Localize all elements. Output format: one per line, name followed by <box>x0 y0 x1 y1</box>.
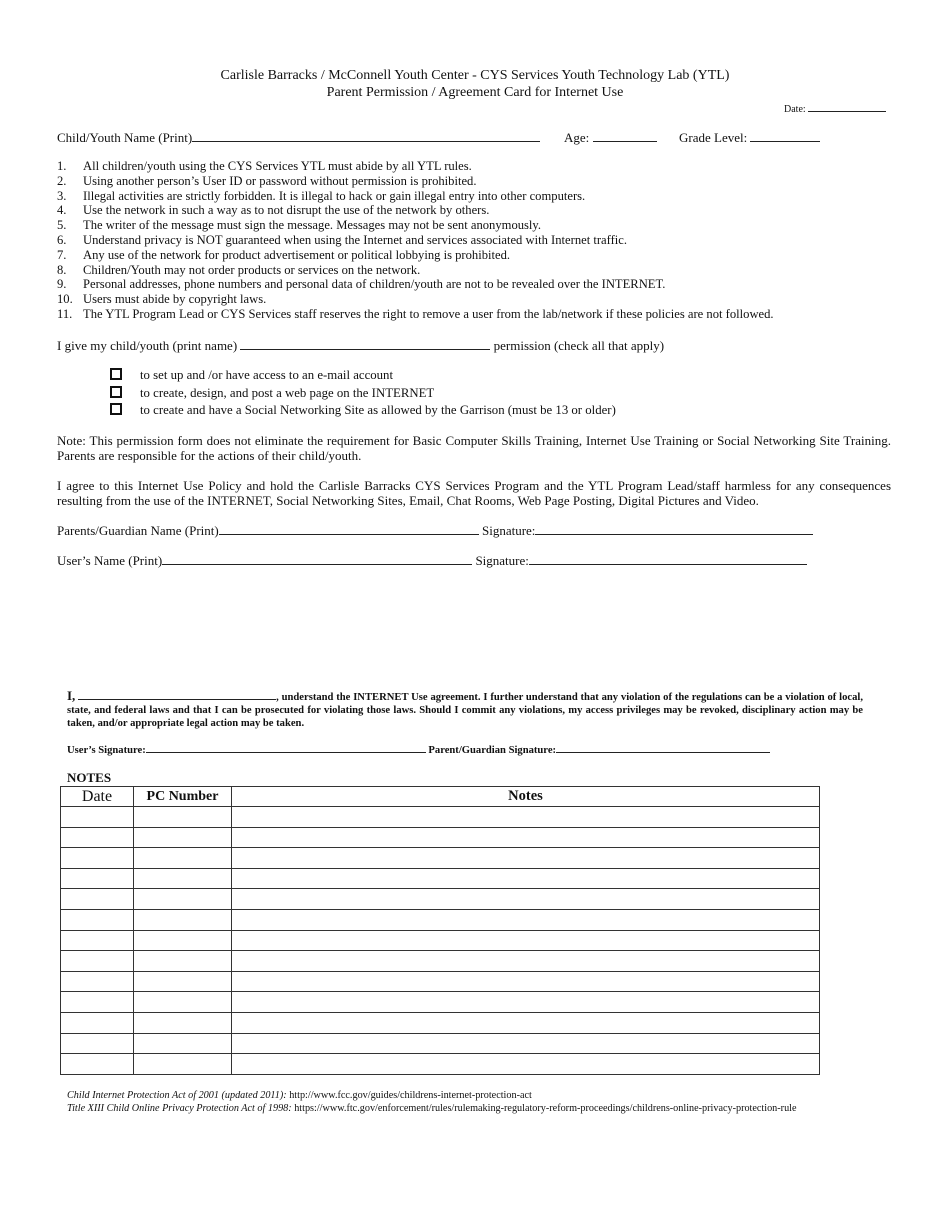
form-subtitle: Parent Permission / Agreement Card for Internet Use <box>326 85 624 100</box>
pc-number-cell[interactable] <box>134 909 232 930</box>
rule-text: The writer of the message must sign the message. Messages may not be sent anonymously. <box>83 218 542 233</box>
notes-table <box>60 786 820 1075</box>
rule-text: Users must abide by copyright laws. <box>83 292 267 307</box>
rule-number: 6. <box>57 232 67 247</box>
permission-row <box>57 337 664 354</box>
child-info-row <box>57 129 820 146</box>
rule-item <box>57 189 877 204</box>
permission-lead-text: I give my child/youth (print name) <box>57 338 238 353</box>
child-name-input-line[interactable] <box>192 129 540 142</box>
rule-number: 9. <box>57 277 67 292</box>
table-row <box>61 909 820 930</box>
date-cell[interactable] <box>61 868 134 889</box>
table-row <box>61 1012 820 1033</box>
pc-number-cell[interactable] <box>134 992 232 1013</box>
user-signature-row <box>57 552 807 569</box>
rule-number: 7. <box>57 247 67 262</box>
agree-paragraph: I agree to this Internet Use Policy and hold the Carlisle Barracks CYS Services Program and the YTL Program Lead/staff harmless for any consequences resulting from the use of the INTERNET, Social Networking Sites, Email, Chat Rooms, Web Page Posting, Digital Pictures and Video. <box>57 478 891 508</box>
date-cell[interactable] <box>61 848 134 869</box>
rule-number: 10. <box>57 292 73 307</box>
rules-list <box>57 159 877 322</box>
cipa-link[interactable]: http://www.fcc.gov/guides/childrens-internet-protection-act <box>289 1090 532 1101</box>
notes-cell[interactable] <box>232 1033 820 1054</box>
rule-number: 8. <box>57 262 67 277</box>
rule-item <box>57 233 877 248</box>
pc-number-cell[interactable] <box>134 930 232 951</box>
column-header-date: Date <box>61 787 134 807</box>
pc-number-cell[interactable] <box>134 807 232 828</box>
rule-number: 2. <box>57 173 67 188</box>
table-row <box>61 868 820 889</box>
notes-cell[interactable] <box>232 992 820 1013</box>
rule-number: 3. <box>57 188 67 203</box>
table-row <box>61 971 820 992</box>
table-row <box>61 1033 820 1054</box>
permission-trail-text: permission (check all that apply) <box>493 338 665 353</box>
rule-text: Use the network in such a way as to not disrupt the use of the network by others. <box>83 203 490 218</box>
date-cell[interactable] <box>61 909 134 930</box>
date-cell[interactable] <box>61 971 134 992</box>
permission-option-webpage <box>110 386 434 401</box>
date-cell[interactable] <box>61 930 134 951</box>
agreement-name-input-line[interactable] <box>78 689 276 700</box>
rule-item <box>57 248 877 263</box>
notes-header-row <box>61 787 820 807</box>
notes-cell[interactable] <box>232 848 820 869</box>
parent-signature-row <box>57 522 813 539</box>
notes-heading: NOTES <box>67 770 112 785</box>
footer-line-coppa <box>67 1103 797 1114</box>
user-signature-input-line[interactable] <box>529 552 807 565</box>
agreement-parent-sig-line[interactable] <box>556 742 770 753</box>
rule-number: 5. <box>57 218 67 233</box>
rule-item <box>57 218 877 233</box>
grade-level-input-line[interactable] <box>750 129 820 142</box>
notes-cell[interactable] <box>232 909 820 930</box>
rule-text: Children/Youth may not order products or services on the network. <box>83 262 421 277</box>
table-row <box>61 807 820 828</box>
pc-number-cell[interactable] <box>134 889 232 910</box>
youth-print-name-line[interactable] <box>240 337 490 350</box>
checkbox-social-networking[interactable] <box>110 403 122 415</box>
date-field <box>784 102 886 115</box>
notes-cell[interactable] <box>232 930 820 951</box>
date-cell[interactable] <box>61 827 134 848</box>
parent-name-label: Parents/Guardian Name (Print) <box>57 523 219 538</box>
user-name-input-line[interactable] <box>162 552 472 565</box>
table-row <box>61 951 820 972</box>
table-row <box>61 827 820 848</box>
notes-cell[interactable] <box>232 889 820 910</box>
column-header-notes: Notes <box>232 787 820 807</box>
rule-item <box>57 159 877 174</box>
parent-name-input-line[interactable] <box>219 522 479 535</box>
grade-level-label: Grade Level: <box>679 130 748 145</box>
date-cell[interactable] <box>61 951 134 972</box>
rule-text: Personal addresses, phone numbers and personal data of children/youth are not to be revealed over the INTERNET. <box>83 277 666 292</box>
pc-number-cell[interactable] <box>134 951 232 972</box>
notes-cell[interactable] <box>232 1012 820 1033</box>
notes-cell[interactable] <box>232 971 820 992</box>
rule-text: Understand privacy is NOT guaranteed when using the Internet and services associated with Internet traffic. <box>83 232 628 247</box>
notes-cell[interactable] <box>232 807 820 828</box>
date-cell[interactable] <box>61 1033 134 1054</box>
rule-text: Using another person’s User ID or password without permission is prohibited. <box>83 173 477 188</box>
notes-table-body <box>61 807 820 1075</box>
permission-option-label: to set up and /or have access to an e-mail account <box>140 368 393 382</box>
date-label: Date: <box>784 104 806 115</box>
permission-option-label: to create and have a Social Networking Site as allowed by the Garrison (must be 13 or older) <box>140 403 616 417</box>
notes-cell[interactable] <box>232 827 820 848</box>
rule-item <box>57 307 877 322</box>
rule-item <box>57 174 877 189</box>
notes-cell[interactable] <box>232 1054 820 1075</box>
date-cell[interactable] <box>61 889 134 910</box>
user-sig-label: User’s Signature: <box>67 745 146 756</box>
table-row <box>61 848 820 869</box>
pc-number-cell[interactable] <box>134 1012 232 1033</box>
table-row <box>61 992 820 1013</box>
form-title: Carlisle Barracks / McConnell Youth Center - CYS Services Youth Technology Lab (YTL) <box>220 68 730 83</box>
parent-signature-label: Signature: <box>481 523 536 538</box>
pc-number-cell[interactable] <box>134 971 232 992</box>
checkbox-webpage[interactable] <box>110 386 122 398</box>
pc-number-cell[interactable] <box>134 868 232 889</box>
age-input-line[interactable] <box>593 129 657 142</box>
footer-line-cipa <box>67 1090 532 1101</box>
permission-option-label: to create, design, and post a web page on the INTERNET <box>140 386 435 400</box>
rule-item <box>57 263 877 278</box>
agreement-prefix: I, <box>67 688 76 703</box>
pc-number-cell[interactable] <box>134 1054 232 1075</box>
agreement-signature-row <box>67 742 770 756</box>
rule-number: 1. <box>57 159 67 173</box>
pc-number-cell[interactable] <box>134 848 232 869</box>
cipa-label: Child Internet Protection Act of 2001 (updated 2011): <box>67 1090 287 1101</box>
parent-signature-input-line[interactable] <box>535 522 813 535</box>
rule-item <box>57 277 877 292</box>
rule-text: Any use of the network for product advertisement or political lobbying is prohibited. <box>83 247 511 262</box>
coppa-link[interactable]: https://www.ftc.gov/enforcement/rules/rulemaking-regulatory-reform-proceedings/childrens-online-privacy-protection-rule <box>294 1103 797 1114</box>
date-input-line[interactable] <box>808 102 886 112</box>
note-paragraph: Note: This permission form does not eliminate the requirement for Basic Computer Skills Training, Internet Use Training or Social Networking Site Training. Parents are responsible for the actions of their child/youth. <box>57 433 891 463</box>
rule-item <box>57 292 877 307</box>
notes-cell[interactable] <box>232 868 820 889</box>
parent-sig-label: Parent/Guardian Signature: <box>428 745 557 756</box>
table-row <box>61 889 820 910</box>
pc-number-cell[interactable] <box>134 1033 232 1054</box>
user-name-label: User’s Name (Print) <box>57 553 163 568</box>
user-agreement-paragraph <box>67 689 863 730</box>
child-name-label: Child/Youth Name (Print) <box>57 130 193 145</box>
rule-number: 11. <box>57 306 73 321</box>
column-header-pc-number: PC Number <box>134 787 232 807</box>
date-cell[interactable] <box>61 807 134 828</box>
rule-item <box>57 203 877 218</box>
permission-option-email <box>110 368 393 383</box>
rule-text: Illegal activities are strictly forbidden. It is illegal to hack or gain illegal entry into other computers. <box>83 188 586 203</box>
date-cell[interactable] <box>61 1054 134 1075</box>
notes-cell[interactable] <box>232 951 820 972</box>
table-row <box>61 930 820 951</box>
rule-text: The YTL Program Lead or CYS Services staff reserves the right to remove a user from the lab/network if these policies are not followed. <box>83 306 774 321</box>
user-signature-label: Signature: <box>475 553 529 568</box>
age-label: Age: <box>563 130 590 145</box>
permission-option-social <box>110 403 616 418</box>
checkbox-email[interactable] <box>110 368 122 380</box>
rule-number: 4. <box>57 203 67 218</box>
date-cell[interactable] <box>61 1012 134 1033</box>
agreement-user-sig-line[interactable] <box>146 742 426 753</box>
rule-text: All children/youth using the CYS Services YTL must abide by all YTL rules. <box>83 159 472 173</box>
agreement-text: , understand the INTERNET Use agreement. I further understand that any violation of the regulations can be a violation of local, state, and federal laws and that I can be prosecuted for violating those laws. Should I commit any violations, my access privileges may be revoked, disciplinary action may be taken, and/or appropriate legal action may be taken. <box>67 692 863 729</box>
coppa-label: Title XIII Child Online Privacy Protection Act of 1998: <box>67 1103 292 1114</box>
date-cell[interactable] <box>61 992 134 1013</box>
table-row <box>61 1054 820 1075</box>
pc-number-cell[interactable] <box>134 827 232 848</box>
